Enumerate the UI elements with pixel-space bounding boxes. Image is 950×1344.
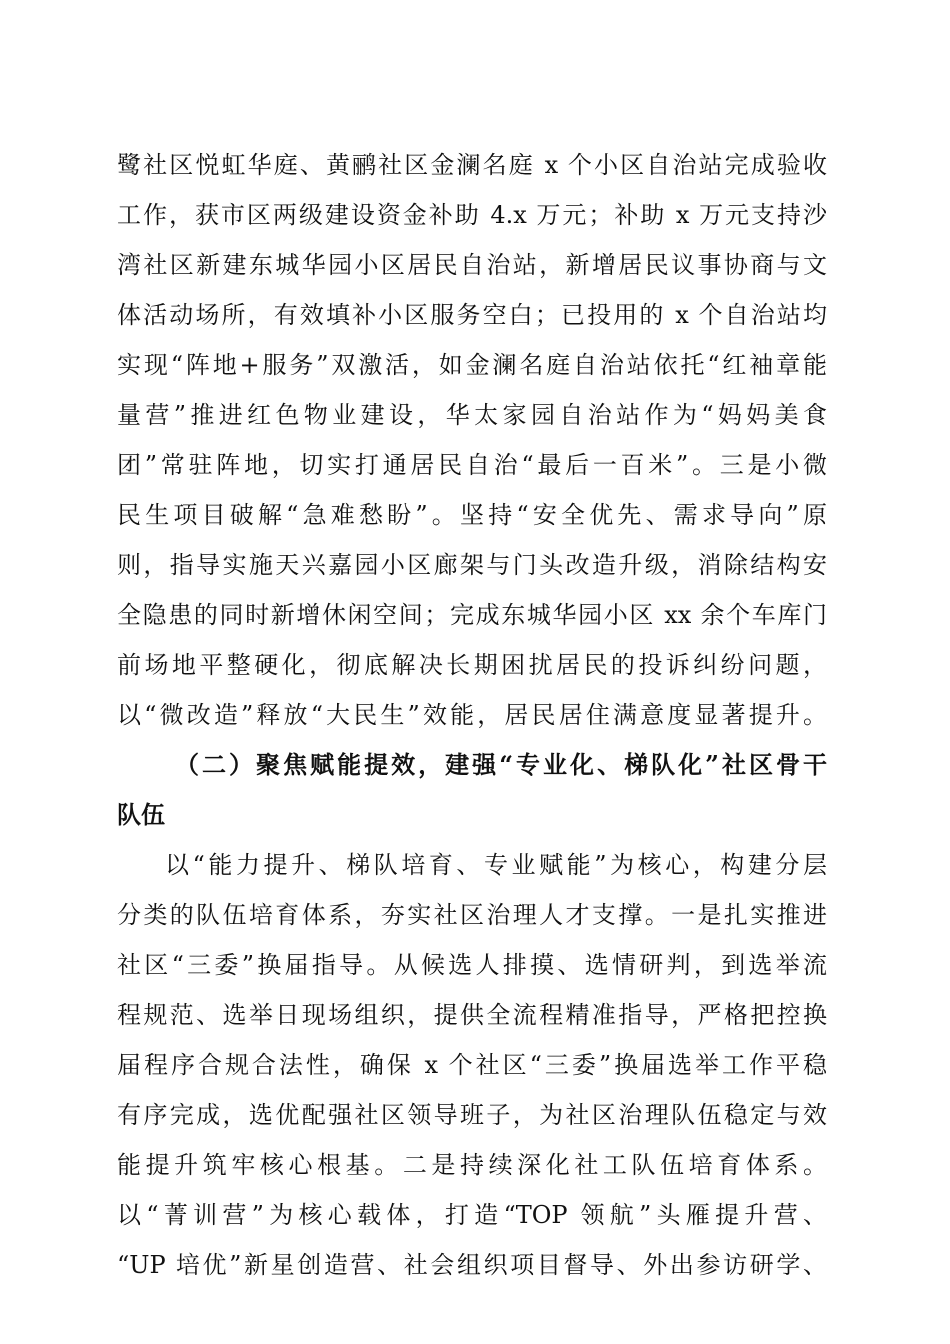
text-line: 分类的队伍培育体系，夯实社区治理人才支撑。一是扎实推进 [117, 901, 827, 929]
text-line: 量营”推进红色物业建设，华太家园自治站作为“妈妈美食 [117, 401, 827, 429]
text-line: “UP 培优”新星创造营、社会组织项目督导、外出参访研学、 [117, 1251, 827, 1279]
section-heading [117, 740, 827, 840]
heading-line: （二）聚焦赋能提效，建强“专业化、梯队化”社区骨干 [175, 750, 827, 779]
text-line: 实现“阵地+服务”双激活，如金澜名庭自治站依托“红袖章能 [117, 351, 827, 379]
text-line: 团”常驻阵地，切实打通居民自治“最后一百米”。三是小微 [117, 451, 827, 479]
text-line: 鹭社区悦虹华庭、黄鹂社区金澜名庭 x 个小区自治站完成验收 [117, 151, 827, 179]
text-line: 前场地平整硬化，彻底解决长期困扰居民的投诉纠纷问题， [117, 651, 827, 679]
text-line: 以“菁训营”为核心载体，打造“TOP 领航”头雁提升营、 [117, 1201, 827, 1229]
text-line: 湾社区新建东城华园小区居民自治站，新增居民议事协商与文 [117, 251, 827, 279]
document-body [117, 140, 827, 1290]
text-line: 届程序合规合法性，确保 x 个社区“三委”换届选举工作平稳 [117, 1051, 827, 1079]
text-line: 体活动场所，有效填补小区服务空白；已投用的 x 个自治站均 [117, 301, 827, 329]
text-line: 则，指导实施天兴嘉园小区廊架与门头改造升级，消除结构安 [117, 551, 827, 579]
text-line: 民生项目破解“急难愁盼”。坚持“安全优先、需求导向”原 [117, 501, 827, 529]
text-line: 以“能力提升、梯队培育、专业赋能”为核心，构建分层 [165, 851, 827, 879]
text-line: 以“微改造”释放“大民生”效能，居民居住满意度显著提升。 [117, 701, 827, 729]
text-line: 程规范、选举日现场组织，提供全流程精准指导，严格把控换 [117, 1001, 827, 1029]
text-line: 全隐患的同时新增休闲空间；完成东城华园小区 xx 余个车库门 [117, 601, 827, 629]
heading-line: 队伍 [117, 800, 165, 829]
paragraph-community-stations [117, 140, 827, 740]
paragraph-team-building [117, 840, 827, 1290]
text-line: 工作，获市区两级建设资金补助 4.x 万元；补助 x 万元支持沙 [117, 201, 827, 229]
text-line: 能提升筑牢核心根基。二是持续深化社工队伍培育体系。 [117, 1151, 827, 1179]
text-line: 有序完成，选优配强社区领导班子，为社区治理队伍稳定与效 [117, 1101, 827, 1129]
text-line: 社区“三委”换届指导。从候选人排摸、选情研判，到选举流 [117, 951, 827, 979]
